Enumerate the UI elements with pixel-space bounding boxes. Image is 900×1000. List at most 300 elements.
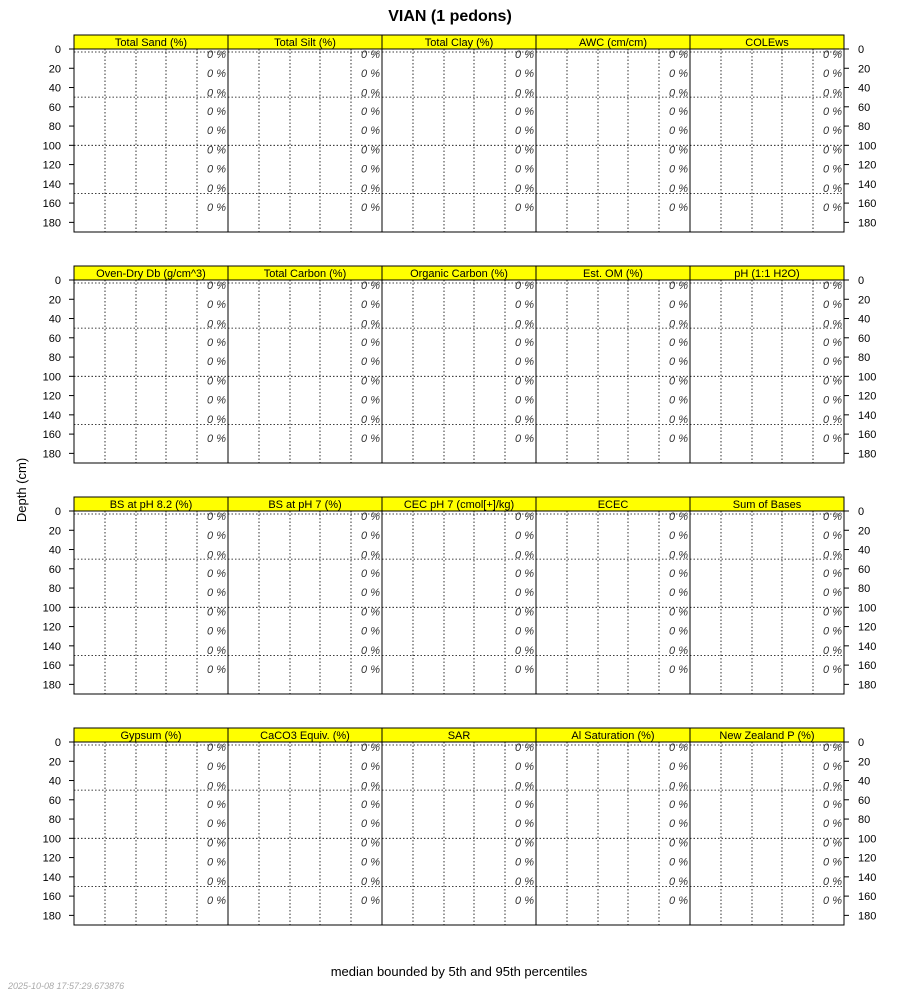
tick-label-left: 140 bbox=[42, 640, 61, 653]
pct-label: 0 % bbox=[669, 780, 688, 793]
tick-label-right: 60 bbox=[858, 332, 871, 345]
pct-label: 0 % bbox=[361, 68, 380, 81]
panel-plot bbox=[382, 742, 536, 925]
tick-label-right: 160 bbox=[858, 198, 877, 211]
pct-label: 0 % bbox=[823, 394, 842, 407]
pct-label: 0 % bbox=[515, 606, 534, 619]
pct-label: 0 % bbox=[361, 837, 380, 850]
pct-label: 0 % bbox=[823, 336, 842, 349]
pct-label: 0 % bbox=[361, 510, 380, 523]
pct-label: 0 % bbox=[515, 433, 534, 446]
pct-label: 0 % bbox=[823, 567, 842, 580]
pct-label: 0 % bbox=[515, 87, 534, 100]
pct-label: 0 % bbox=[207, 279, 226, 292]
tick-label-left: 160 bbox=[42, 660, 61, 673]
pct-label: 0 % bbox=[669, 875, 688, 888]
tick-label-right: 160 bbox=[858, 891, 877, 904]
panel-strip-label: New Zealand P (%) bbox=[719, 730, 815, 742]
pct-label: 0 % bbox=[515, 299, 534, 312]
pct-label: 0 % bbox=[207, 837, 226, 850]
pct-label: 0 % bbox=[823, 761, 842, 774]
tick-label-left: 120 bbox=[42, 852, 61, 865]
tick-label-right: 60 bbox=[858, 563, 871, 576]
pct-label: 0 % bbox=[207, 375, 226, 388]
pct-label: 0 % bbox=[515, 741, 534, 754]
pct-label: 0 % bbox=[361, 318, 380, 331]
pct-label: 0 % bbox=[823, 87, 842, 100]
pct-label: 0 % bbox=[207, 530, 226, 543]
pct-label: 0 % bbox=[669, 837, 688, 850]
pct-label: 0 % bbox=[361, 202, 380, 215]
panel-strip-label: Total Sand (%) bbox=[114, 37, 188, 49]
pct-label: 0 % bbox=[207, 606, 226, 619]
tick-label-right: 40 bbox=[858, 313, 871, 326]
tick-label-right: 180 bbox=[858, 217, 877, 230]
pct-label: 0 % bbox=[361, 741, 380, 754]
panel-strip-label: Gypsum (%) bbox=[120, 730, 182, 742]
tick-label-left: 180 bbox=[42, 448, 61, 461]
pct-label: 0 % bbox=[515, 895, 534, 908]
pct-label: 0 % bbox=[361, 336, 380, 349]
pct-label: 0 % bbox=[361, 48, 380, 61]
panel-strip-label: Est. OM (%) bbox=[583, 268, 643, 280]
pct-label: 0 % bbox=[515, 336, 534, 349]
panel-plot bbox=[536, 280, 690, 463]
pct-label: 0 % bbox=[669, 606, 688, 619]
pct-label: 0 % bbox=[669, 375, 688, 388]
panel-plot bbox=[228, 742, 382, 925]
panel-plot bbox=[536, 511, 690, 694]
pct-label: 0 % bbox=[515, 510, 534, 523]
pct-label: 0 % bbox=[361, 664, 380, 677]
panel-plot bbox=[228, 49, 382, 232]
tick-label-left: 20 bbox=[48, 525, 61, 538]
tick-label-left: 80 bbox=[48, 121, 61, 134]
tick-label-right: 0 bbox=[858, 275, 865, 287]
pct-label: 0 % bbox=[515, 549, 534, 562]
pct-label: 0 % bbox=[669, 761, 688, 774]
panel-strip-label: pH (1:1 H2O) bbox=[734, 268, 800, 280]
pct-label: 0 % bbox=[361, 587, 380, 600]
panel-plot bbox=[228, 511, 382, 694]
pct-label: 0 % bbox=[669, 48, 688, 61]
pct-label: 0 % bbox=[207, 336, 226, 349]
panel-plot bbox=[228, 280, 382, 463]
tick-label-left: 100 bbox=[42, 602, 61, 615]
pct-label: 0 % bbox=[823, 202, 842, 215]
pct-label: 0 % bbox=[207, 567, 226, 580]
pct-label: 0 % bbox=[669, 318, 688, 331]
pct-label: 0 % bbox=[823, 606, 842, 619]
tick-label-left: 60 bbox=[48, 332, 61, 345]
tick-label-left: 20 bbox=[48, 63, 61, 76]
tick-label-right: 120 bbox=[858, 852, 877, 865]
tick-label-left: 100 bbox=[42, 833, 61, 846]
pct-label: 0 % bbox=[823, 587, 842, 600]
pct-label: 0 % bbox=[207, 856, 226, 869]
pct-label: 0 % bbox=[515, 68, 534, 81]
pct-label: 0 % bbox=[823, 644, 842, 657]
tick-label-right: 180 bbox=[858, 910, 877, 923]
tick-label-right: 120 bbox=[858, 390, 877, 403]
pct-label: 0 % bbox=[669, 587, 688, 600]
pct-label: 0 % bbox=[207, 818, 226, 831]
panel-plot bbox=[690, 49, 844, 232]
tick-label-right: 0 bbox=[858, 506, 865, 518]
pct-label: 0 % bbox=[361, 182, 380, 195]
tick-label-left: 160 bbox=[42, 891, 61, 904]
pct-label: 0 % bbox=[361, 818, 380, 831]
tick-label-left: 140 bbox=[42, 871, 61, 884]
pct-label: 0 % bbox=[823, 105, 842, 118]
panel-strip-label: Total Clay (%) bbox=[424, 37, 494, 49]
pct-label: 0 % bbox=[207, 780, 226, 793]
pct-label: 0 % bbox=[823, 299, 842, 312]
pct-label: 0 % bbox=[823, 625, 842, 638]
tick-label-left: 40 bbox=[48, 775, 61, 788]
pct-label: 0 % bbox=[207, 625, 226, 638]
pct-label: 0 % bbox=[361, 875, 380, 888]
pct-label: 0 % bbox=[207, 587, 226, 600]
pct-label: 0 % bbox=[361, 780, 380, 793]
tick-label-left: 140 bbox=[42, 178, 61, 191]
tick-label-right: 100 bbox=[858, 602, 877, 615]
pct-label: 0 % bbox=[823, 356, 842, 369]
pct-label: 0 % bbox=[361, 105, 380, 118]
pct-label: 0 % bbox=[669, 818, 688, 831]
pct-label: 0 % bbox=[823, 530, 842, 543]
tick-label-left: 60 bbox=[48, 794, 61, 807]
tick-label-right: 80 bbox=[858, 352, 871, 365]
pct-label: 0 % bbox=[207, 318, 226, 331]
tick-label-left: 40 bbox=[48, 82, 61, 95]
pct-label: 0 % bbox=[361, 644, 380, 657]
tick-label-left: 100 bbox=[42, 371, 61, 384]
pct-label: 0 % bbox=[823, 895, 842, 908]
tick-label-left: 20 bbox=[48, 294, 61, 307]
panel-strip-label: Oven-Dry Db (g/cm^3) bbox=[96, 268, 206, 280]
pct-label: 0 % bbox=[669, 125, 688, 138]
pct-label: 0 % bbox=[669, 741, 688, 754]
pct-label: 0 % bbox=[669, 202, 688, 215]
pct-label: 0 % bbox=[515, 48, 534, 61]
tick-label-right: 60 bbox=[858, 794, 871, 807]
pct-label: 0 % bbox=[361, 87, 380, 100]
pct-label: 0 % bbox=[515, 356, 534, 369]
pct-label: 0 % bbox=[515, 761, 534, 774]
tick-label-left: 120 bbox=[42, 621, 61, 634]
pct-label: 0 % bbox=[669, 163, 688, 176]
pct-label: 0 % bbox=[361, 299, 380, 312]
tick-label-right: 140 bbox=[858, 640, 877, 653]
tick-label-right: 40 bbox=[858, 544, 871, 557]
panel-plot bbox=[74, 511, 228, 694]
pct-label: 0 % bbox=[823, 433, 842, 446]
tick-label-left: 40 bbox=[48, 313, 61, 326]
tick-label-right: 120 bbox=[858, 159, 877, 172]
pct-label: 0 % bbox=[823, 182, 842, 195]
pct-label: 0 % bbox=[207, 68, 226, 81]
panel-strip-label: SAR bbox=[447, 730, 471, 742]
pct-label: 0 % bbox=[207, 394, 226, 407]
panel-strip-label: Sum of Bases bbox=[732, 499, 802, 511]
panel-strip-label: BS at pH 8.2 (%) bbox=[109, 499, 193, 511]
pct-label: 0 % bbox=[823, 510, 842, 523]
pct-label: 0 % bbox=[669, 510, 688, 523]
pct-label: 0 % bbox=[207, 125, 226, 138]
tick-label-right: 80 bbox=[858, 814, 871, 827]
tick-label-left: 40 bbox=[48, 544, 61, 557]
pct-label: 0 % bbox=[669, 895, 688, 908]
pct-label: 0 % bbox=[361, 606, 380, 619]
x-axis-label: median bounded by 5th and 95th percentiles bbox=[330, 964, 588, 979]
pct-label: 0 % bbox=[515, 202, 534, 215]
tick-label-left: 0 bbox=[54, 44, 61, 56]
panel-strip-label: Total Silt (%) bbox=[274, 37, 336, 49]
tick-label-left: 80 bbox=[48, 352, 61, 365]
pct-label: 0 % bbox=[823, 375, 842, 388]
pct-label: 0 % bbox=[207, 202, 226, 215]
pct-label: 0 % bbox=[361, 625, 380, 638]
panel-plot bbox=[382, 280, 536, 463]
pct-label: 0 % bbox=[823, 798, 842, 811]
pct-label: 0 % bbox=[207, 48, 226, 61]
pct-label: 0 % bbox=[669, 105, 688, 118]
pct-label: 0 % bbox=[515, 818, 534, 831]
pct-label: 0 % bbox=[823, 144, 842, 157]
pct-label: 0 % bbox=[669, 856, 688, 869]
tick-label-right: 60 bbox=[858, 101, 871, 114]
pct-label: 0 % bbox=[207, 644, 226, 657]
panel-strip-label: BS at pH 7 (%) bbox=[268, 499, 342, 511]
pct-label: 0 % bbox=[361, 144, 380, 157]
tick-label-right: 80 bbox=[858, 121, 871, 134]
tick-label-left: 80 bbox=[48, 583, 61, 596]
pct-label: 0 % bbox=[207, 299, 226, 312]
pct-label: 0 % bbox=[207, 413, 226, 426]
panel-plot bbox=[74, 280, 228, 463]
tick-label-right: 140 bbox=[858, 409, 877, 422]
pct-label: 0 % bbox=[669, 299, 688, 312]
panel-plot bbox=[536, 742, 690, 925]
pct-label: 0 % bbox=[823, 875, 842, 888]
panel-plot bbox=[690, 511, 844, 694]
panel-plot bbox=[690, 742, 844, 925]
panel-plot bbox=[690, 280, 844, 463]
pct-label: 0 % bbox=[669, 144, 688, 157]
tick-label-left: 160 bbox=[42, 429, 61, 442]
pct-label: 0 % bbox=[669, 87, 688, 100]
pct-label: 0 % bbox=[823, 856, 842, 869]
pct-label: 0 % bbox=[823, 780, 842, 793]
pct-label: 0 % bbox=[823, 741, 842, 754]
pct-label: 0 % bbox=[823, 163, 842, 176]
pct-label: 0 % bbox=[823, 837, 842, 850]
pct-label: 0 % bbox=[207, 163, 226, 176]
pct-label: 0 % bbox=[515, 530, 534, 543]
pct-label: 0 % bbox=[669, 413, 688, 426]
pct-label: 0 % bbox=[361, 761, 380, 774]
pct-label: 0 % bbox=[361, 163, 380, 176]
tick-label-left: 120 bbox=[42, 159, 61, 172]
timestamp: 2025-10-08 17:57:29.673876 bbox=[8, 981, 125, 991]
tick-label-right: 40 bbox=[858, 775, 871, 788]
pct-label: 0 % bbox=[207, 356, 226, 369]
pct-label: 0 % bbox=[515, 105, 534, 118]
pct-label: 0 % bbox=[361, 530, 380, 543]
pct-label: 0 % bbox=[361, 394, 380, 407]
pct-label: 0 % bbox=[515, 587, 534, 600]
pct-label: 0 % bbox=[361, 356, 380, 369]
pct-label: 0 % bbox=[669, 625, 688, 638]
panel-strip-label: ECEC bbox=[597, 499, 629, 511]
pct-label: 0 % bbox=[207, 895, 226, 908]
pct-label: 0 % bbox=[207, 741, 226, 754]
panel-strip-label: AWC (cm/cm) bbox=[578, 37, 648, 49]
tick-label-right: 100 bbox=[858, 371, 877, 384]
pct-label: 0 % bbox=[515, 163, 534, 176]
pct-label: 0 % bbox=[669, 336, 688, 349]
pct-label: 0 % bbox=[823, 818, 842, 831]
pct-label: 0 % bbox=[669, 279, 688, 292]
pct-label: 0 % bbox=[669, 68, 688, 81]
tick-label-right: 20 bbox=[858, 756, 871, 769]
tick-label-left: 80 bbox=[48, 814, 61, 827]
pct-label: 0 % bbox=[515, 318, 534, 331]
pct-label: 0 % bbox=[515, 780, 534, 793]
pct-label: 0 % bbox=[207, 549, 226, 562]
pct-label: 0 % bbox=[669, 664, 688, 677]
pct-label: 0 % bbox=[207, 875, 226, 888]
pct-label: 0 % bbox=[515, 837, 534, 850]
pct-label: 0 % bbox=[361, 798, 380, 811]
tick-label-left: 20 bbox=[48, 756, 61, 769]
pct-label: 0 % bbox=[515, 567, 534, 580]
pct-label: 0 % bbox=[207, 87, 226, 100]
pct-label: 0 % bbox=[207, 798, 226, 811]
tick-label-right: 120 bbox=[858, 621, 877, 634]
pct-label: 0 % bbox=[823, 549, 842, 562]
tick-label-left: 120 bbox=[42, 390, 61, 403]
panel-plot bbox=[382, 511, 536, 694]
panel-plot bbox=[74, 742, 228, 925]
y-axis-label: Depth (cm) bbox=[14, 457, 29, 523]
tick-label-left: 160 bbox=[42, 198, 61, 211]
pct-label: 0 % bbox=[669, 567, 688, 580]
tick-label-right: 40 bbox=[858, 82, 871, 95]
pct-label: 0 % bbox=[515, 875, 534, 888]
pct-label: 0 % bbox=[207, 510, 226, 523]
pct-label: 0 % bbox=[361, 375, 380, 388]
pct-label: 0 % bbox=[823, 664, 842, 677]
tick-label-right: 0 bbox=[858, 44, 865, 56]
pct-label: 0 % bbox=[823, 279, 842, 292]
pct-label: 0 % bbox=[361, 856, 380, 869]
pct-label: 0 % bbox=[515, 182, 534, 195]
pct-label: 0 % bbox=[361, 567, 380, 580]
tick-label-right: 100 bbox=[858, 833, 877, 846]
pct-label: 0 % bbox=[515, 125, 534, 138]
tick-label-right: 140 bbox=[858, 871, 877, 884]
pct-label: 0 % bbox=[515, 394, 534, 407]
pct-label: 0 % bbox=[515, 644, 534, 657]
pct-label: 0 % bbox=[207, 433, 226, 446]
pct-label: 0 % bbox=[823, 48, 842, 61]
pct-label: 0 % bbox=[361, 125, 380, 138]
pct-label: 0 % bbox=[515, 798, 534, 811]
pct-label: 0 % bbox=[823, 318, 842, 331]
tick-label-right: 20 bbox=[858, 525, 871, 538]
tick-label-left: 180 bbox=[42, 679, 61, 692]
pct-label: 0 % bbox=[669, 433, 688, 446]
tick-label-left: 0 bbox=[54, 275, 61, 287]
tick-label-right: 160 bbox=[858, 429, 877, 442]
tick-label-left: 60 bbox=[48, 101, 61, 114]
pct-label: 0 % bbox=[669, 798, 688, 811]
pct-label: 0 % bbox=[361, 279, 380, 292]
tick-label-right: 100 bbox=[858, 140, 877, 153]
pct-label: 0 % bbox=[515, 664, 534, 677]
pct-label: 0 % bbox=[515, 856, 534, 869]
tick-label-right: 140 bbox=[858, 178, 877, 191]
tick-label-right: 160 bbox=[858, 660, 877, 673]
panel-grid bbox=[43, 35, 877, 925]
pct-label: 0 % bbox=[515, 144, 534, 157]
pct-label: 0 % bbox=[669, 356, 688, 369]
panel-strip-label: Total Carbon (%) bbox=[263, 268, 347, 280]
pct-label: 0 % bbox=[823, 413, 842, 426]
panel-plot bbox=[382, 49, 536, 232]
tick-label-left: 140 bbox=[42, 409, 61, 422]
pct-label: 0 % bbox=[515, 625, 534, 638]
tick-label-right: 180 bbox=[858, 679, 877, 692]
tick-label-right: 20 bbox=[858, 294, 871, 307]
panel-strip-label: COLEws bbox=[745, 37, 789, 49]
tick-label-left: 60 bbox=[48, 563, 61, 576]
tick-label-right: 20 bbox=[858, 63, 871, 76]
pct-label: 0 % bbox=[515, 375, 534, 388]
pct-label: 0 % bbox=[669, 644, 688, 657]
tick-label-left: 0 bbox=[54, 737, 61, 749]
tick-label-right: 180 bbox=[858, 448, 877, 461]
pct-label: 0 % bbox=[823, 68, 842, 81]
panel-strip-label: Organic Carbon (%) bbox=[410, 268, 508, 280]
tick-label-right: 0 bbox=[858, 737, 865, 749]
pct-label: 0 % bbox=[361, 413, 380, 426]
pct-label: 0 % bbox=[361, 433, 380, 446]
pct-label: 0 % bbox=[515, 413, 534, 426]
pct-label: 0 % bbox=[515, 279, 534, 292]
tick-label-left: 100 bbox=[42, 140, 61, 153]
panel-strip-label: Al Saturation (%) bbox=[571, 730, 655, 742]
pct-label: 0 % bbox=[669, 182, 688, 195]
pct-label: 0 % bbox=[669, 549, 688, 562]
tick-label-left: 180 bbox=[42, 217, 61, 230]
panel-strip-label: CEC pH 7 (cmol[+]/kg) bbox=[403, 499, 515, 511]
pct-label: 0 % bbox=[207, 664, 226, 677]
panel-plot bbox=[536, 49, 690, 232]
chart-title: VIAN (1 pedons) bbox=[388, 8, 512, 25]
tick-label-left: 0 bbox=[54, 506, 61, 518]
pct-label: 0 % bbox=[669, 530, 688, 543]
tick-label-left: 180 bbox=[42, 910, 61, 923]
pct-label: 0 % bbox=[361, 895, 380, 908]
pct-label: 0 % bbox=[669, 394, 688, 407]
pct-label: 0 % bbox=[207, 182, 226, 195]
pct-label: 0 % bbox=[361, 549, 380, 562]
panel-strip-label: CaCO3 Equiv. (%) bbox=[260, 730, 350, 742]
pct-label: 0 % bbox=[207, 761, 226, 774]
